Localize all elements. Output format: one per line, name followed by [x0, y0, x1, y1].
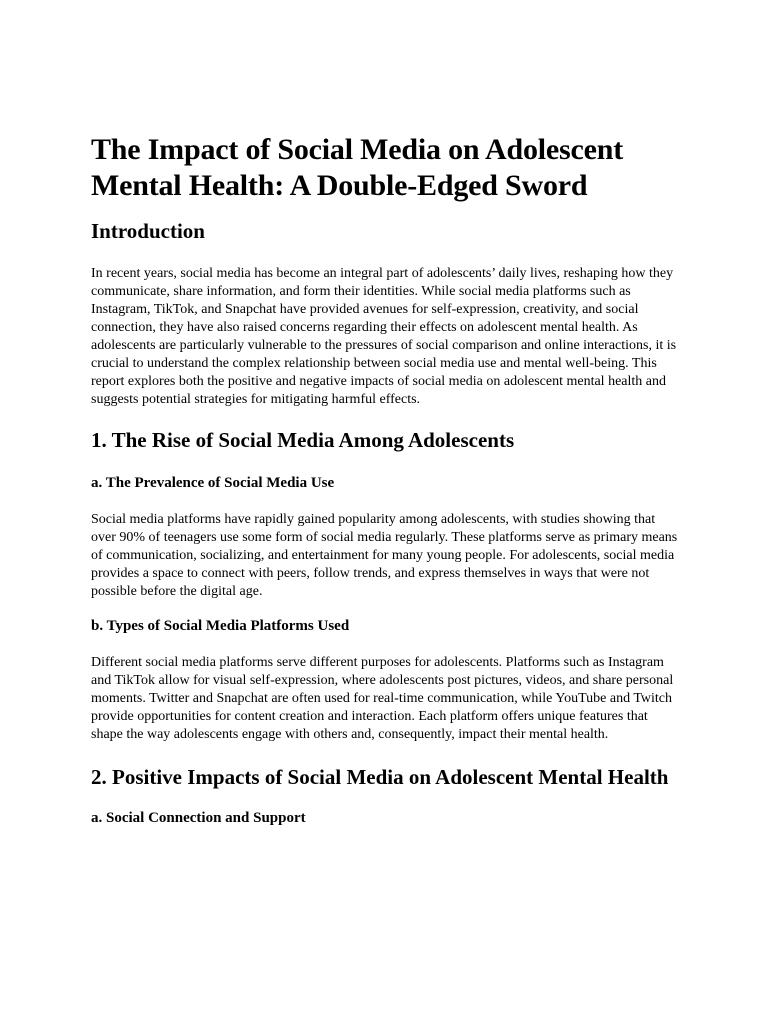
document-title: The Impact of Social Media on Adolescent Mental Health: A Double-Edged Sword: [91, 133, 623, 202]
platform-types-paragraph: Different social media platforms serve different purposes for adolescents. Platforms such as Instagram and TikTok allow for visual self-expression, where adolescents post pictures, videos, and share personal moments. Twitter and Snapchat are often used for real-time communication, while YouTube and Twitch provide opportunities for content creation and interaction. Each platform offers unique features that shape the way adolescents engage with others and, consequently, impact their mental health.: [91, 655, 674, 742]
section-heading-rise-of-social-media: 1. The Rise of Social Media Among Adolescents: [91, 428, 515, 452]
prevalence-paragraph: Social media platforms have rapidly gained popularity among adolescents, with studies showing that over 90% of teenagers use some form of social media regularly. These platforms serve as primary means of communication, socializing, and entertainment for many young people. For adolescents, social media provides a space to connect with peers, follow trends, and express themselves in ways that were not possible before the digital age.: [91, 512, 678, 599]
section-heading-introduction: Introduction: [91, 219, 205, 243]
subsection-heading-prevalence: a. The Prevalence of Social Media Use: [91, 475, 335, 491]
document-page: [91, 132, 681, 846]
introduction-paragraph: In recent years, social media has become an integral part of adolescents’ daily lives, reshaping how they communicate, share information, and form their identities. While social media platforms such as Instagram, TikTok, and Snapchat have provided avenues for self-expression, creativity, and social connection, they have also raised concerns regarding their effects on adolescent mental health. As adolescents are particularly vulnerable to the pressures of social comparison and online interactions, it is crucial to understand the complex relationship between social media use and mental well-being. This report explores both the positive and negative impacts of social media on adolescent mental health and suggests potential strategies for mitigating harmful effects.: [91, 266, 677, 407]
subsection-heading-platform-types: b. Types of Social Media Platforms Used: [91, 618, 350, 634]
section-heading-positive-impacts: 2. Positive Impacts of Social Media on Adolescent Mental Health: [91, 765, 669, 789]
subsection-heading-social-connection: a. Social Connection and Support: [91, 810, 306, 826]
